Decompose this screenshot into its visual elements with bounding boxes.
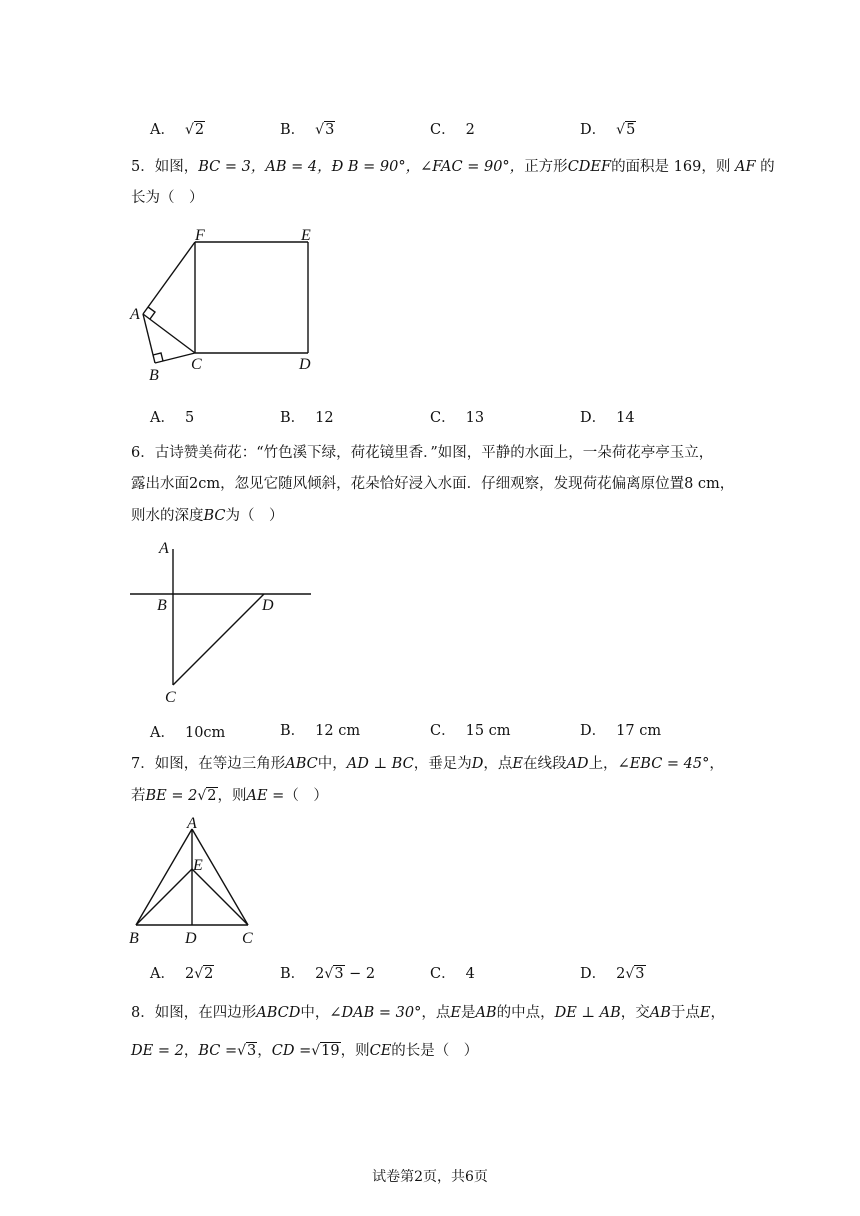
q5-option-a: A． 5 bbox=[150, 410, 195, 426]
q6-stem-line1: 6．古诗赞美荷花：“竹色溪下绿，荷花镜里香．”如图，平静的水面上，一朵荷花亭亭玉立， bbox=[131, 445, 714, 461]
label-e: E bbox=[301, 227, 311, 244]
q7-option-a: A． 2√2 bbox=[150, 966, 214, 982]
label-c: C bbox=[242, 930, 253, 947]
q7-stem-line1: 7．如图，在等边三角形ABC中，AD ⊥ BC，垂足为D，点E在线段AD上，∠EBC = 45°， bbox=[131, 756, 724, 772]
q8-stem-line1: 8．如图，在四边形ABCD中，∠DAB = 30°，点E是AB的中点，DE ⊥ AB，交AB于点E， bbox=[131, 1005, 726, 1021]
label-a: A bbox=[187, 815, 197, 832]
q6-stem-line2: 露出水面2cm，忽见它随风倾斜，花朵恰好浸入水面．仔细观察，发现荷花偏离原位置8 cm， bbox=[131, 476, 735, 492]
label-a: A bbox=[159, 540, 169, 557]
label-a: A bbox=[130, 306, 140, 323]
label-b: B bbox=[157, 597, 167, 614]
q4-option-d: D． √5 bbox=[580, 122, 636, 138]
q5-figure bbox=[125, 222, 325, 387]
q6-stem-line3: 则水的深度BC为（ ） bbox=[131, 508, 284, 524]
q5-option-b: B． 12 bbox=[280, 410, 334, 426]
segment-cd bbox=[173, 594, 264, 685]
label-d: D bbox=[299, 356, 311, 373]
q7-option-d: D． 2√3 bbox=[580, 966, 645, 982]
q6-option-c: C． 15 cm bbox=[430, 723, 511, 739]
label-c: C bbox=[191, 356, 202, 373]
q5-option-d: D． 14 bbox=[580, 410, 635, 426]
label-b: B bbox=[149, 367, 159, 384]
q7-figure bbox=[125, 812, 270, 947]
q7-option-c: C． 4 bbox=[430, 966, 475, 982]
label-b: B bbox=[129, 930, 139, 947]
label-c: C bbox=[165, 689, 176, 706]
label-d: D bbox=[262, 597, 274, 614]
label-e: E bbox=[193, 857, 203, 874]
q6-option-b: B． 12 cm bbox=[280, 723, 361, 739]
q4-option-b: B． √3 bbox=[280, 122, 335, 138]
q5-stem-line2: 长为（ ） bbox=[131, 190, 204, 206]
q7-stem-line2: 若BE = 2√2，则AE =（ ） bbox=[131, 788, 328, 804]
q4-option-a: A． √2 bbox=[150, 122, 205, 138]
q6-figure bbox=[125, 535, 325, 707]
right-angle-a bbox=[148, 307, 155, 319]
q8-stem-line2: DE = 2，BC =√3，CD =√19，则CE的长是（ ） bbox=[131, 1043, 479, 1059]
label-d: D bbox=[185, 930, 197, 947]
q6-option-d: D． 17 cm bbox=[580, 723, 662, 739]
segment-fa bbox=[143, 242, 195, 314]
q5-option-c: C． 13 bbox=[430, 410, 485, 426]
q6-option-a: A． 10cm bbox=[150, 725, 226, 741]
q5-stem-line1: 5．如图，BC = 3，AB = 4，Ð B = 90°，∠FAC = 90°，正方形CDEF的面积是 169，则 AF 的 bbox=[131, 159, 775, 175]
label-f: F bbox=[195, 227, 205, 244]
q7-option-b: B． 2√3 − 2 bbox=[280, 966, 376, 982]
page-footer: 试卷第2页，共6页 bbox=[372, 1169, 488, 1185]
q4-option-c: C． 2 bbox=[430, 122, 475, 138]
